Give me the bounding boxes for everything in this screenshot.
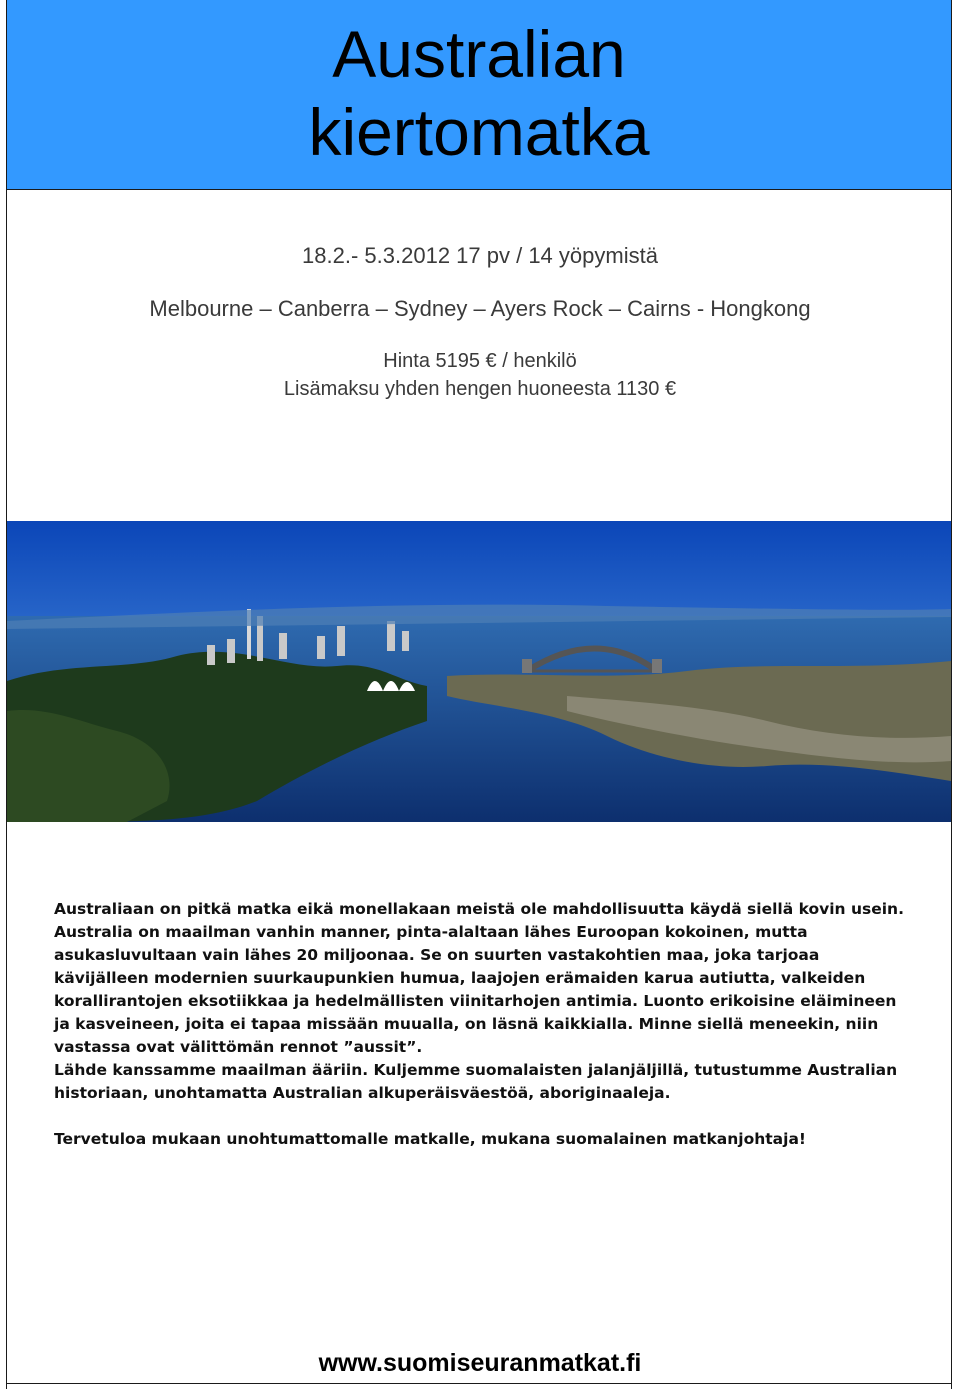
title-line-1: Australian bbox=[332, 17, 626, 91]
footer-border bbox=[6, 1383, 952, 1389]
trip-dates: 18.2.- 5.3.2012 17 pv / 14 yöpymistä bbox=[302, 243, 658, 268]
description-paragraph-3: Tervetuloa mukaan unohtumattomalle matkalle, mukana suomalainen matkanjohtaja! bbox=[54, 1130, 806, 1148]
trip-route: Melbourne – Canberra – Sydney – Ayers Rock – Cairns - Hongkong bbox=[149, 296, 811, 321]
description-paragraph-1: Australiaan on pitkä matka eikä monellakaan meistä ole mahdollisuutta käydä siellä kovin usein. Australia on maailman vanhin manner, pinta-alaltaan lähes Euroopan kokoinen, mutta asukasluvultaan vain lähes 20 miljoonaa. Se on suurten vastakohtien maa, joka tarjoaa kävijälleen modernien suurkaupunkien humua, laajojen erämaiden karua autiutta, valkeiden korallirantojen eksotiikkaa ja hedelmällisten viinitarhojen antimia. Luonto erikoisine eläimineen ja kasveineen, joita ei tapaa missään muualla, on läsnä kaikkialla. Minne siellä meneekin, niin vastassa ovat välittömän rennot ”aussit”. bbox=[54, 900, 904, 1056]
trip-description bbox=[54, 898, 914, 1151]
title-banner bbox=[6, 0, 952, 190]
description-paragraph-2: Lähde kanssamme maailman ääriin. Kuljemme suomalaisten jalanjäljillä, tutustumme Australian historiaan, unohtamatta Australian alkuperäisväestöä, aboriginaaleja. bbox=[54, 1061, 898, 1102]
trip-price: Hinta 5195 € / henkilö bbox=[383, 350, 577, 372]
title-line-2: kiertomatka bbox=[308, 95, 650, 169]
sydney-harbour-photo bbox=[7, 521, 951, 822]
single-room-supplement: Lisämaksu yhden hengen huoneesta 1130 € bbox=[283, 378, 677, 400]
website-link[interactable]: www.suomiseuranmatkat.fi bbox=[318, 1349, 642, 1377]
